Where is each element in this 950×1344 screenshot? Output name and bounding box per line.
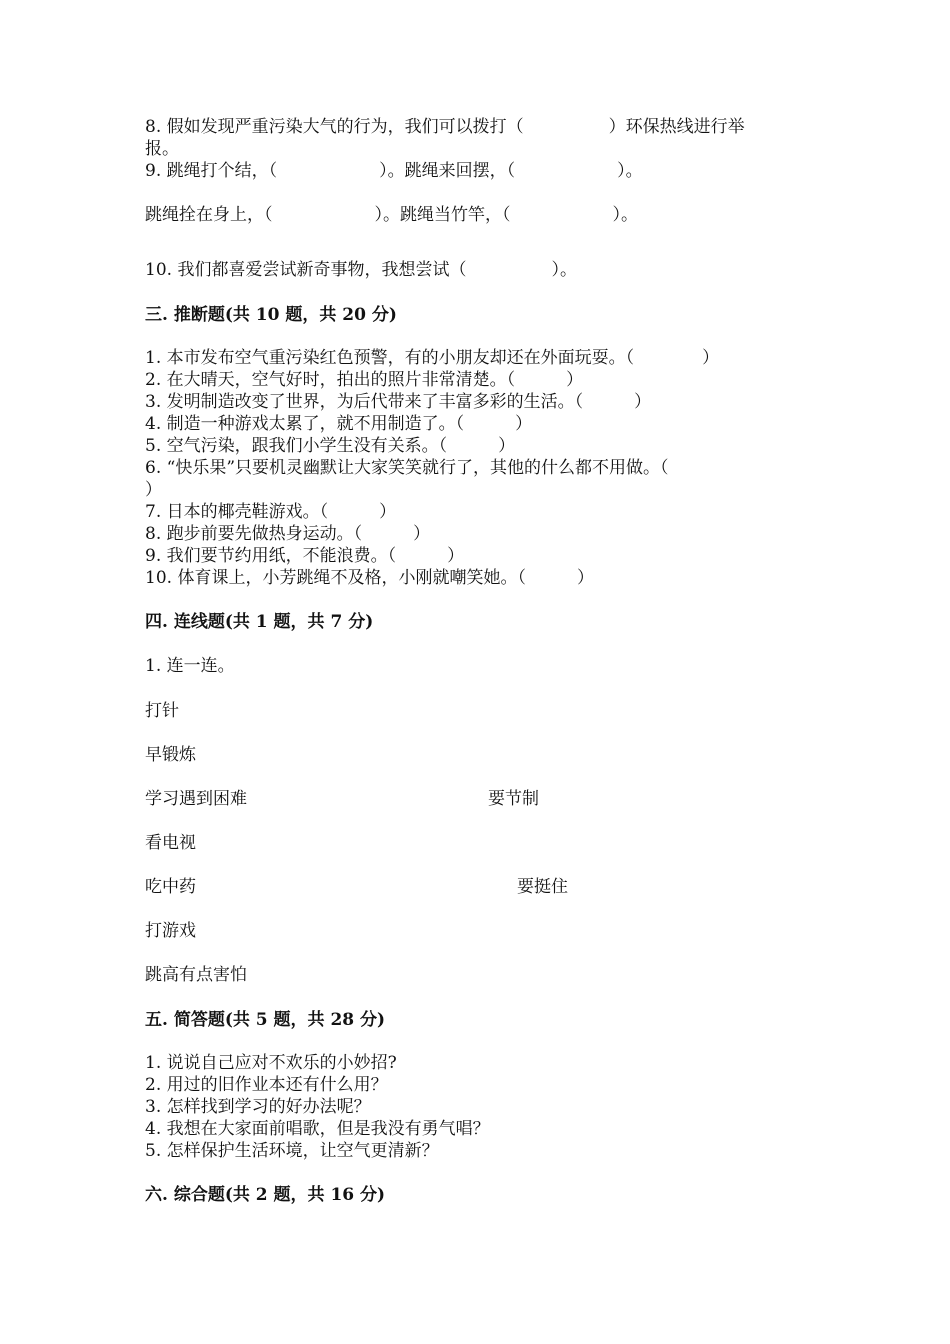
section-3-heading: 三. 推断题(共 10 题，共 20 分)	[145, 305, 397, 325]
judge-item: 9. 我们要节约用纸，不能浪费。（ ）	[145, 546, 465, 566]
judge-item-continuation: ）	[145, 480, 162, 500]
short-answer-item: 3. 怎样找到学习的好办法呢？	[145, 1097, 371, 1117]
judge-item: 2. 在大晴天，空气好时，拍出的照片非常清楚。（ ）	[145, 370, 584, 390]
matching-right-item: 要挺住	[517, 877, 568, 897]
matching-left-item: 跳高有点害怕	[145, 965, 247, 985]
question-9-line-1: 9. 跳绳打个结，（ ）。跳绳来回摆，（ ）。	[145, 161, 643, 181]
short-answer-item: 2. 用过的旧作业本还有什么用？	[145, 1075, 388, 1095]
judge-item: 5. 空气污染，跟我们小学生没有关系。（ ）	[145, 436, 516, 456]
matching-left-item: 学习遇到困难	[145, 789, 247, 809]
short-answer-item: 4. 我想在大家面前唱歌，但是我没有勇气唱？	[145, 1119, 490, 1139]
matching-right-item: 要节制	[488, 789, 539, 809]
judge-item: 4. 制造一种游戏太累了，就不用制造了。（ ）	[145, 414, 533, 434]
question-9-line-2: 跳绳拴在身上，（ ）。跳绳当竹竿，（ ）。	[145, 205, 638, 225]
judge-item: 7. 日本的椰壳鞋游戏。（ ）	[145, 502, 397, 522]
question-8-line-2: 报。	[145, 139, 179, 159]
matching-left-item: 早锻炼	[145, 745, 196, 765]
judge-item: 3. 发明制造改变了世界，为后代带来了丰富多彩的生活。（ ）	[145, 392, 652, 412]
question-10: 10. 我们都喜爱尝试新奇事物，我想尝试（ ）。	[145, 260, 577, 280]
matching-question: 1. 连一连。	[145, 656, 235, 676]
question-8-line-1: 8. 假如发现严重污染大气的行为，我们可以拨打（ ）环保热线进行举	[145, 117, 745, 137]
matching-left-item: 看电视	[145, 833, 196, 853]
matching-left-item: 打针	[145, 701, 179, 721]
judge-item: 1. 本市发布空气重污染红色预警，有的小朋友却还在外面玩耍。（ ）	[145, 348, 720, 368]
judge-item: 6. “快乐果”只要机灵幽默让大家笑笑就行了，其他的什么都不用做。（	[145, 458, 669, 478]
section-6-heading: 六. 综合题(共 2 题，共 16 分)	[145, 1185, 386, 1205]
matching-left-item: 打游戏	[145, 921, 196, 941]
short-answer-item: 5. 怎样保护生活环境，让空气更清新？	[145, 1141, 439, 1161]
matching-left-item: 吃中药	[145, 877, 196, 897]
judge-item: 10. 体育课上，小芳跳绳不及格，小刚就嘲笑她。（ ）	[145, 568, 594, 588]
section-5-heading: 五. 简答题(共 5 题，共 28 分)	[145, 1010, 386, 1030]
section-4-heading: 四. 连线题(共 1 题，共 7 分)	[145, 612, 374, 632]
short-answer-item: 1. 说说自己应对不欢乐的小妙招?	[145, 1053, 397, 1073]
judge-item: 8. 跑步前要先做热身运动。（ ）	[145, 524, 431, 544]
